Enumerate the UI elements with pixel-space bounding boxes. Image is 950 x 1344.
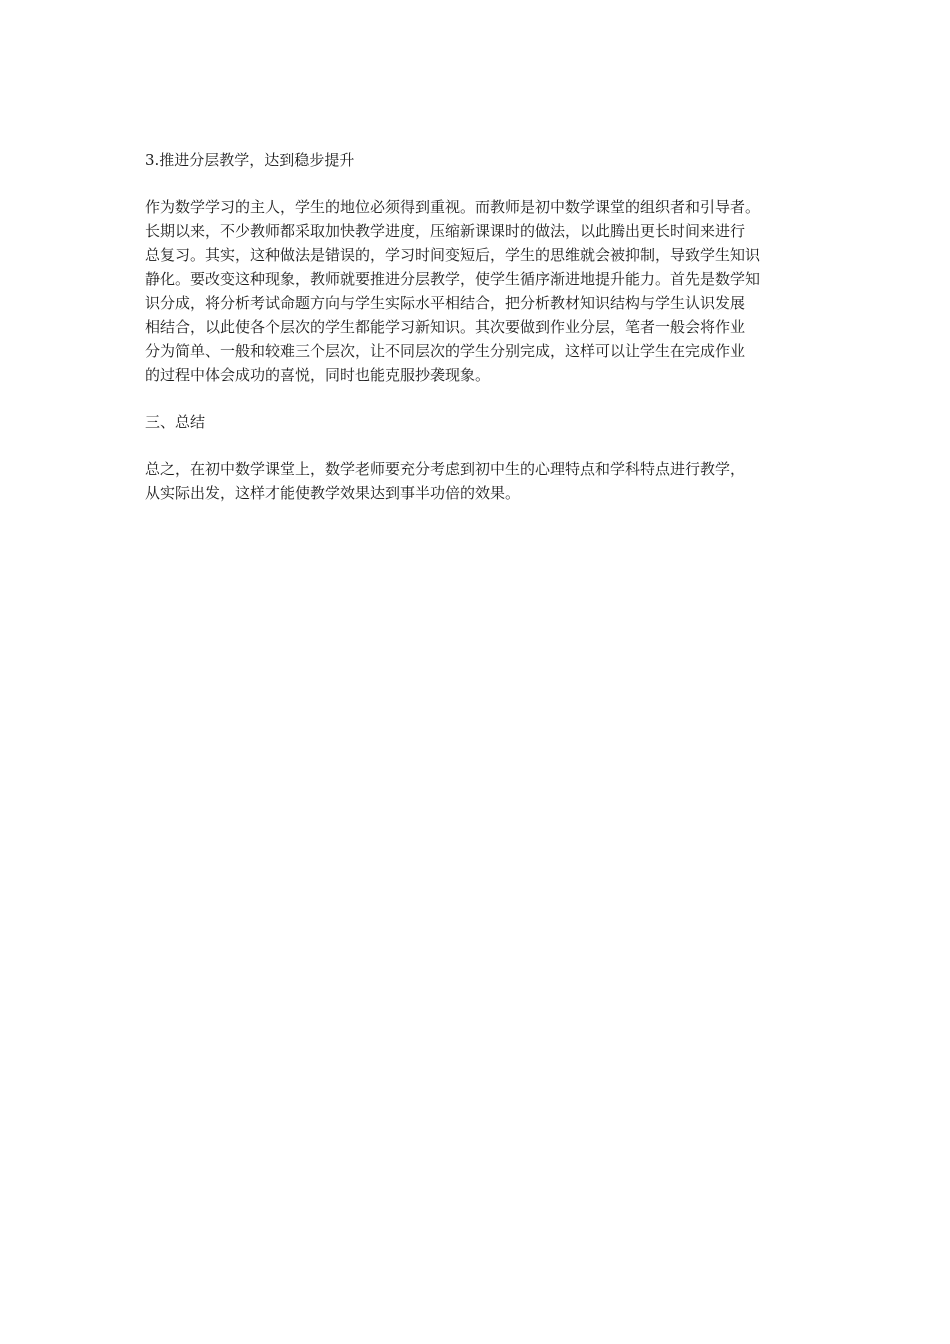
paragraph-line: 总复习。其实，这种做法是错误的，学习时间变短后，学生的思维就会被抑制，导致学生知识: [145, 246, 761, 264]
spacer: [145, 387, 825, 410]
section-heading: 3.推进分层教学，达到稳步提升: [145, 151, 355, 169]
paragraph-line: 静化。要改变这种现象，教师就要推进分层教学，使学生循序渐进地提升能力。首先是数学知: [145, 270, 761, 288]
paragraph-line: 长期以来，不少教师都采取加快教学进度，压缩新课课时的做法，以此腾出更长时间来进行: [145, 222, 746, 240]
paragraph-line: 相结合，以此使各个层次的学生都能学习新知识。其次要做到作业分层，笔者一般会将作业: [145, 318, 746, 336]
paragraph-summary: [145, 457, 825, 505]
paragraph-line: 总之，在初中数学课堂上，数学老师要充分考虑到初中生的心理特点和学科特点进行教学，: [145, 460, 746, 478]
summary-heading: 三、总结: [145, 413, 206, 431]
document-body: [145, 148, 825, 505]
spacer: [145, 172, 825, 195]
paragraph-line: 分为简单、一般和较难三个层次，让不同层次的学生分别完成，这样可以让学生在完成作业: [145, 342, 746, 360]
paragraph-line: 从实际出发，这样才能使教学效果达到事半功倍的效果。: [145, 484, 521, 502]
paragraph-line: 作为数学学习的主人，学生的地位必须得到重视。而教师是初中数学课堂的组织者和引导者。: [145, 198, 761, 216]
spacer: [145, 434, 825, 457]
paragraph-line: 的过程中体会成功的喜悦，同时也能克服抄袭现象。: [145, 366, 491, 384]
paragraph-line: 识分成，将分析考试命题方向与学生实际水平相结合，把分析教材知识结构与学生认识发展: [145, 294, 746, 312]
paragraph-layered-teaching: [145, 195, 825, 387]
